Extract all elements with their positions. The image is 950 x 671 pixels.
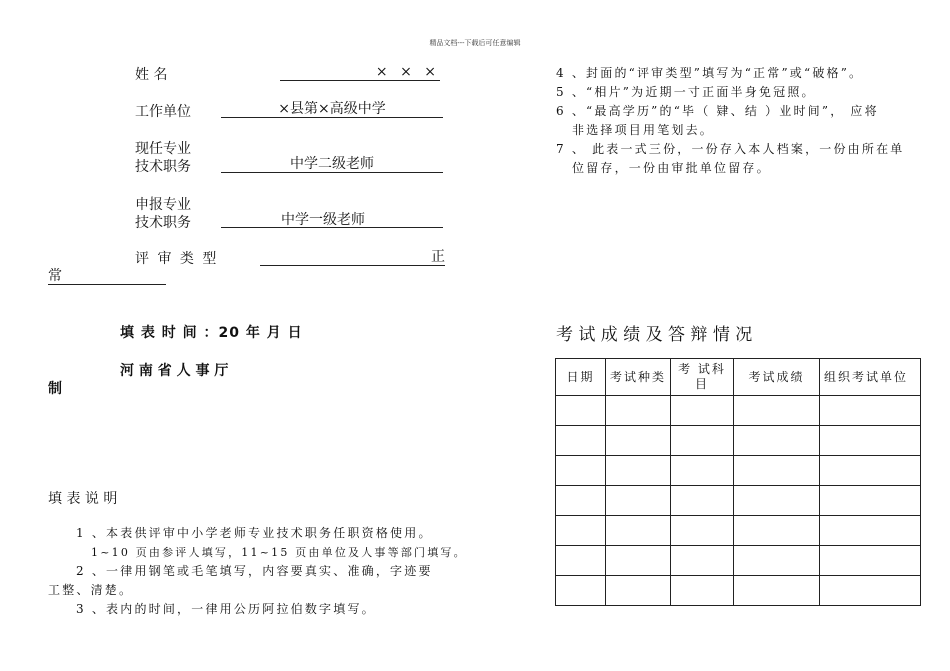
- column-header-exam-type: 考试种类: [606, 359, 671, 396]
- column-header-date: 日期: [556, 359, 606, 396]
- review-type-value-2: 常: [48, 268, 166, 285]
- issuer-main: 河 南 省 人 事 厅: [120, 363, 229, 379]
- table-cell[interactable]: [820, 486, 921, 516]
- table-cell[interactable]: [606, 486, 671, 516]
- current-title-label-1: 现任专业: [135, 141, 191, 157]
- instruction-item: 2 、一律用钢笔或毛笔填写，内容要真实、准确，字迹要: [76, 564, 433, 578]
- instruction-item: 5 、“相片”为近期一寸正面半身免冠照。: [556, 85, 816, 99]
- column-header-organizer: 组织考试单位: [820, 359, 921, 396]
- table-cell[interactable]: [734, 516, 820, 546]
- apply-title-label-1: 申报专业: [135, 197, 191, 213]
- table-cell[interactable]: [606, 576, 671, 606]
- table-cell[interactable]: [734, 576, 820, 606]
- instruction-item: 位留存，一份由审批单位留存。: [572, 161, 771, 175]
- instruction-item: 3 、表内的时间，一律用公历阿拉伯数字填写。: [76, 602, 376, 616]
- table-cell[interactable]: [606, 396, 671, 426]
- table-cell[interactable]: [671, 546, 734, 576]
- page-header: 精品文档---下载后可任意编辑: [429, 39, 521, 47]
- table-cell[interactable]: [734, 546, 820, 576]
- name-label: 姓 名: [135, 67, 168, 83]
- table-cell[interactable]: [606, 426, 671, 456]
- table-row: [556, 516, 921, 546]
- apply-title-label-2: 技术职务: [135, 215, 191, 231]
- table-cell[interactable]: [671, 396, 734, 426]
- column-header-score: 考试成绩: [734, 359, 820, 396]
- table-row: [556, 426, 921, 456]
- review-type-value-1: 正: [260, 249, 445, 266]
- table-row: [556, 486, 921, 516]
- table-cell[interactable]: [820, 546, 921, 576]
- table-cell[interactable]: [671, 426, 734, 456]
- table-row: [556, 396, 921, 426]
- table-cell[interactable]: [820, 456, 921, 486]
- table-cell[interactable]: [556, 486, 606, 516]
- unit-label: 工作单位: [135, 104, 191, 120]
- unit-value: ×县第×高级中学: [221, 101, 443, 118]
- apply-title-value: 中学一级老师: [221, 212, 443, 228]
- table-cell[interactable]: [820, 396, 921, 426]
- fill-time: 填 表 时 间 ：20 年 月 日: [120, 325, 303, 341]
- current-title-value: 中学二级老师: [221, 156, 443, 173]
- instructions-title: 填 表 说 明: [48, 491, 118, 507]
- table-row: [556, 576, 921, 606]
- table-cell[interactable]: [556, 546, 606, 576]
- table-cell[interactable]: [734, 456, 820, 486]
- table-cell[interactable]: [671, 486, 734, 516]
- instruction-item: 1 、本表供评审中小学老师专业技术职务任职资格使用。: [76, 526, 433, 540]
- table-cell[interactable]: [671, 516, 734, 546]
- table-cell[interactable]: [671, 576, 734, 606]
- table-cell[interactable]: [556, 426, 606, 456]
- instruction-item: 1~10 页由参评人填写，11~15 页由单位及人事等部门填写。: [91, 546, 467, 559]
- review-type-label: 评 审 类 型: [135, 251, 219, 267]
- table-cell[interactable]: [734, 396, 820, 426]
- name-value: × × ×: [280, 64, 440, 81]
- instruction-item: 非选择项目用笔划去。: [572, 123, 715, 137]
- table-cell[interactable]: [820, 576, 921, 606]
- column-header-subject: 考 试科目: [671, 359, 734, 396]
- table-row: [556, 456, 921, 486]
- table-cell[interactable]: [671, 456, 734, 486]
- table-cell[interactable]: [606, 546, 671, 576]
- instruction-item: 6 、“最高学历”的“毕（ 肄、结 ）业时间”， 应将: [556, 104, 879, 118]
- table-cell[interactable]: [734, 486, 820, 516]
- exam-table-header-row: [556, 359, 921, 396]
- instruction-item: 7 、 此表一式三份，一份存入本人档案，一份由所在单: [556, 142, 905, 156]
- table-cell[interactable]: [734, 426, 820, 456]
- table-cell[interactable]: [606, 516, 671, 546]
- instruction-item: 4 、封面的“评审类型”填写为“正常”或“破格”。: [556, 66, 864, 80]
- table-cell[interactable]: [556, 516, 606, 546]
- table-cell[interactable]: [556, 456, 606, 486]
- table-cell[interactable]: [820, 516, 921, 546]
- table-cell[interactable]: [820, 426, 921, 456]
- instruction-item: 工整、清楚。: [48, 583, 134, 597]
- table-cell[interactable]: [556, 396, 606, 426]
- current-title-label-2: 技术职务: [135, 159, 191, 175]
- issuer-suffix: 制: [48, 381, 62, 397]
- table-cell[interactable]: [606, 456, 671, 486]
- exam-table: [555, 358, 921, 606]
- table-cell[interactable]: [556, 576, 606, 606]
- exam-title: 考 试 成 绩 及 答 辩 情 况: [556, 325, 753, 345]
- table-row: [556, 546, 921, 576]
